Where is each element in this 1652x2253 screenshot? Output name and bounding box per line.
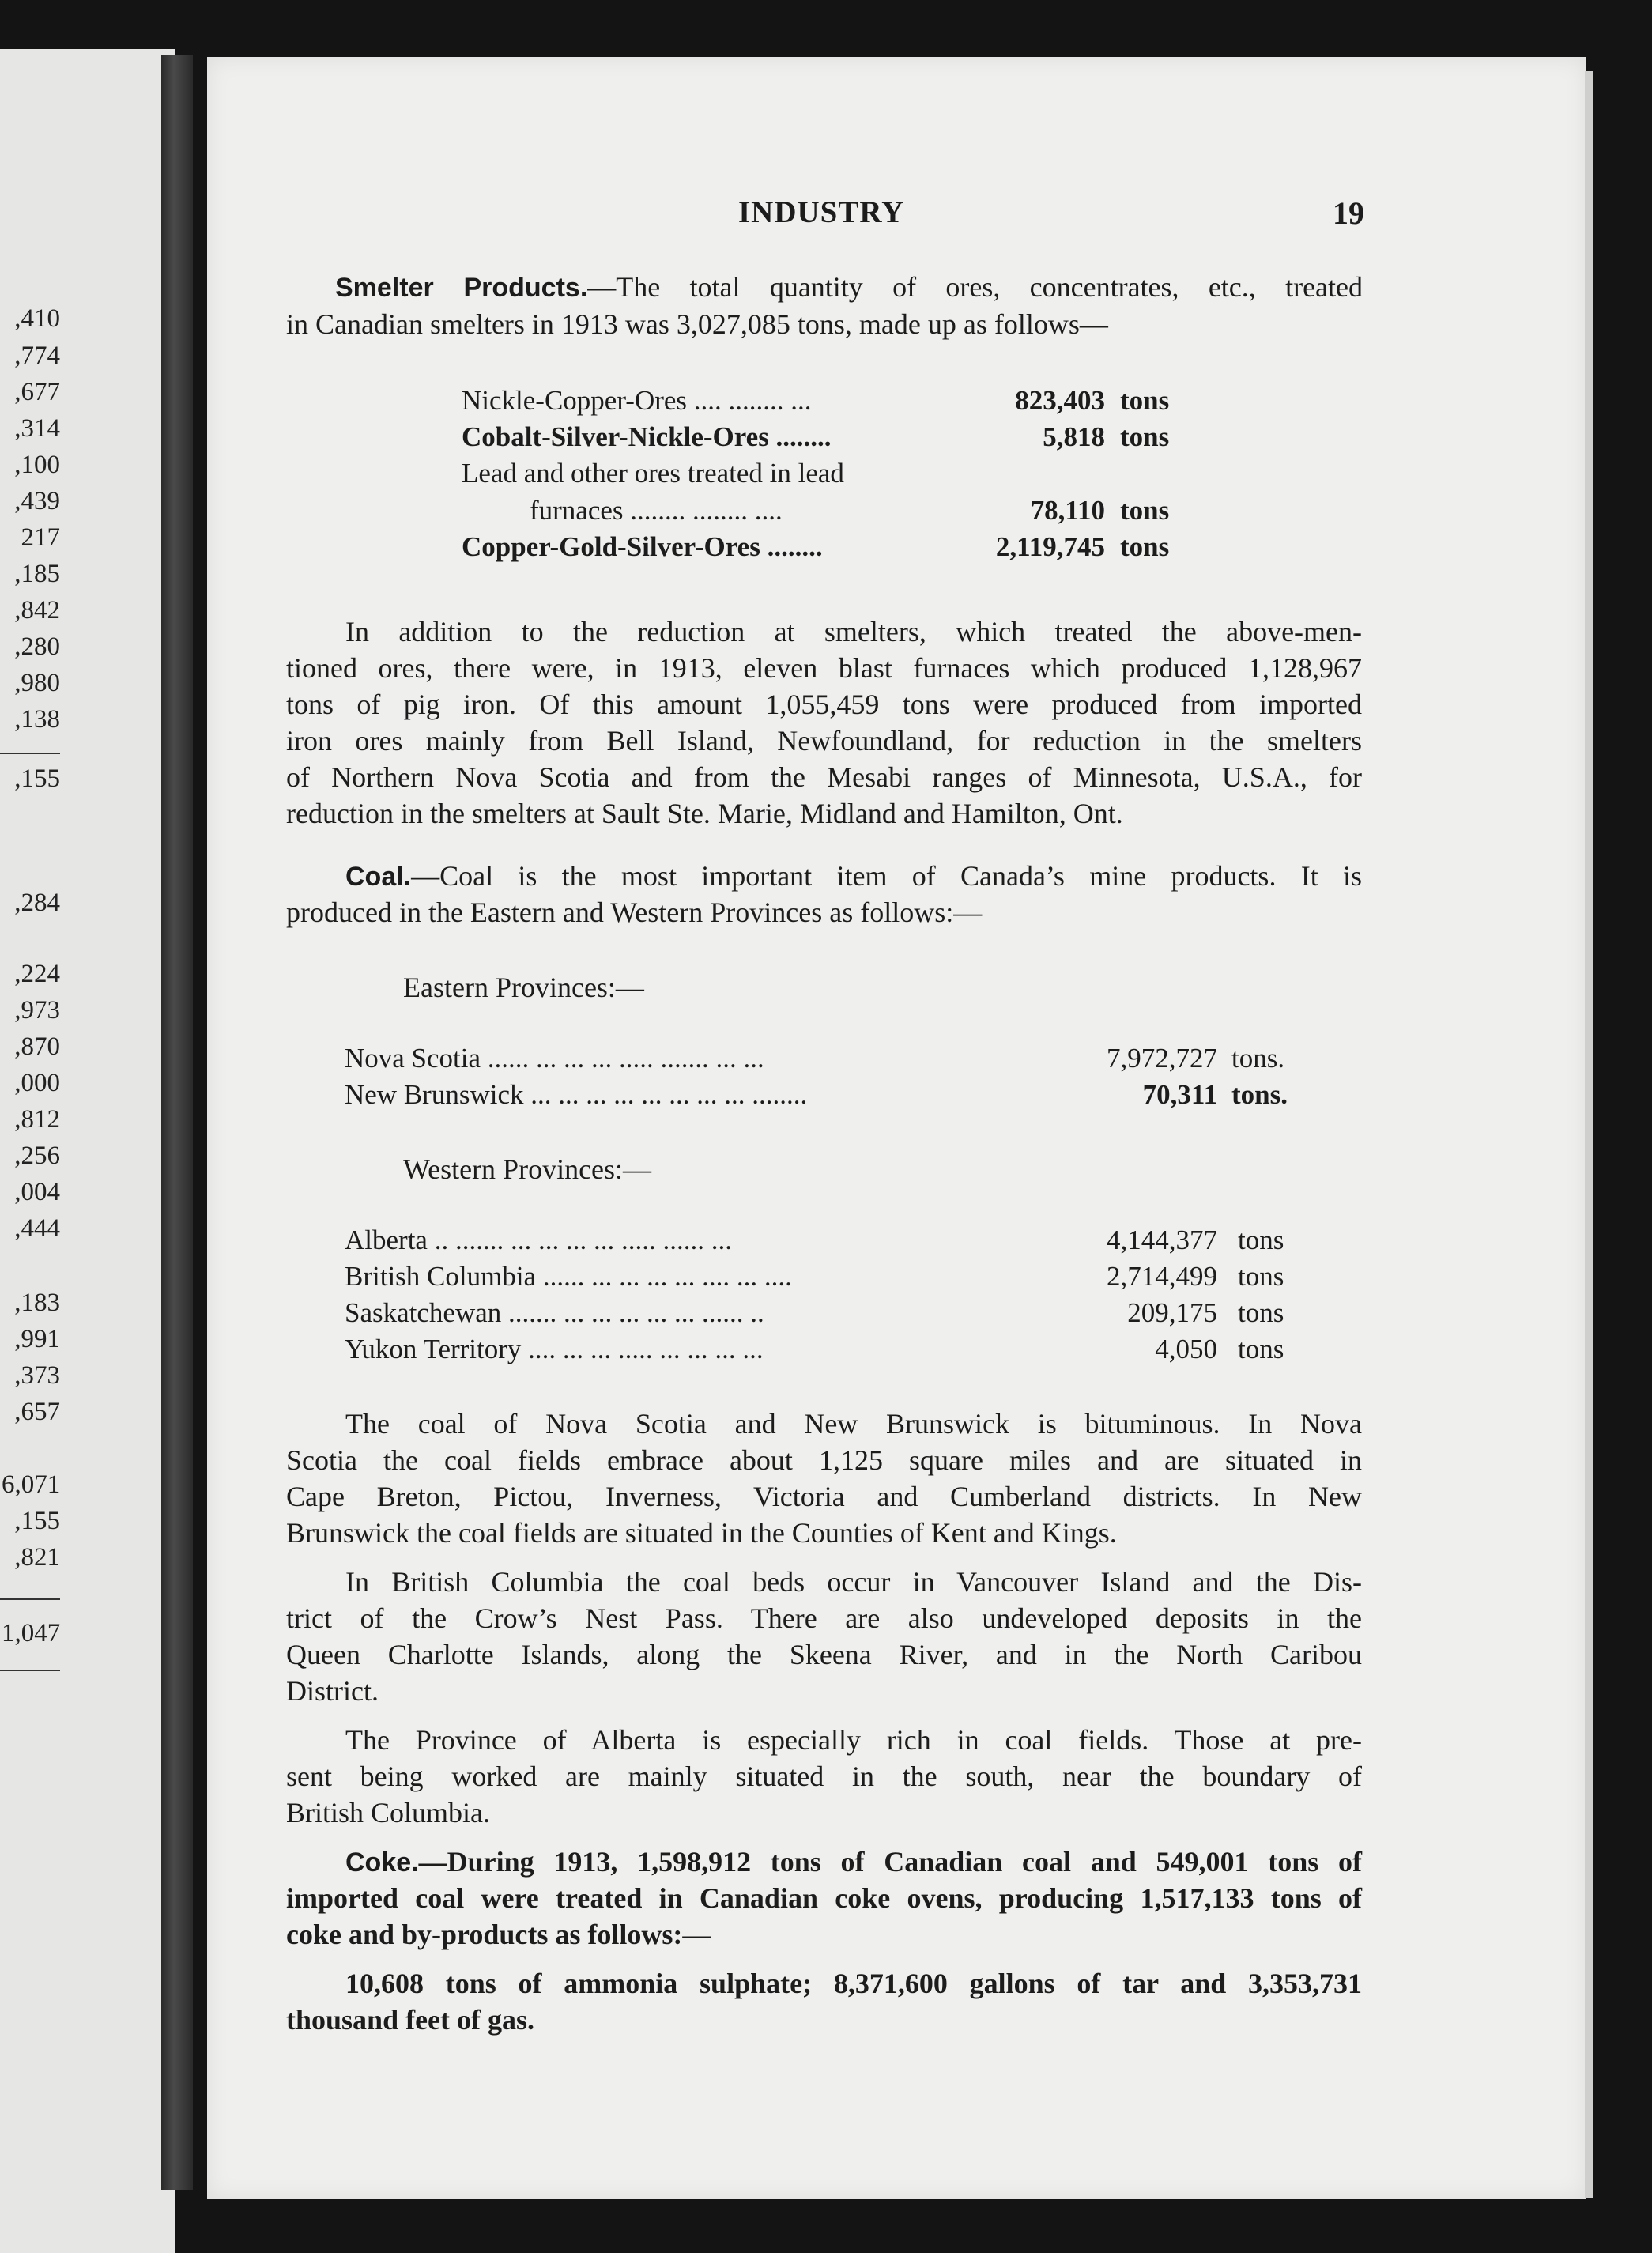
paragraph-line: District. xyxy=(286,1675,379,1707)
left-page-number: ,314 xyxy=(14,414,60,443)
left-rule xyxy=(0,753,60,754)
left-page-number: ,373 xyxy=(14,1361,60,1390)
table-row: Nova Scotia ...... ... ... ... ..... ....... ... ... xyxy=(345,1043,764,1074)
left-page-number: ,991 xyxy=(14,1325,60,1353)
left-page-number: ,155 xyxy=(14,764,60,793)
paragraph-line: Queen Charlotte Islands, along the Skeena River, and in the North Caribou xyxy=(286,1639,1362,1670)
left-page-number: ,138 xyxy=(14,705,60,734)
eastern-provinces-label: Eastern Provinces:— xyxy=(403,972,644,1003)
coke-line-1: Coke.—During 1913, 1,598,912 tons of Canadian coal and 549,001 tons of xyxy=(345,1846,1362,1877)
table-row-value: 70,311 xyxy=(1142,1079,1217,1110)
left-page-number: ,439 xyxy=(14,487,60,515)
coke-heading: Coke. xyxy=(345,1847,419,1877)
page-number: 19 xyxy=(1333,195,1364,231)
left-page-number: ,973 xyxy=(14,996,60,1025)
coke-line-3: coke and by-products as follows:— xyxy=(286,1919,711,1950)
left-page-number: ,677 xyxy=(14,378,60,406)
table-row-value: 4,050 xyxy=(1155,1334,1217,1364)
table-row-unit: tons. xyxy=(1231,1043,1285,1074)
left-page-number: 217 xyxy=(21,523,60,552)
left-page-number: 1,047 xyxy=(2,1619,61,1647)
coal-intro-line-1: Coal.—Coal is the most important item of Canada’s mine products. It is xyxy=(345,860,1362,892)
paragraph-line: In British Columbia the coal beds occur in Vancouver Island and the Dis- xyxy=(345,1566,1362,1598)
left-page-number: ,821 xyxy=(14,1543,60,1572)
coke-line-2: imported coal were treated in Canadian coke ovens, producing 1,517,133 tons of xyxy=(286,1882,1362,1914)
left-page-number: ,256 xyxy=(14,1142,60,1170)
left-page-number: ,444 xyxy=(14,1214,60,1243)
left-page-number: 6,071 xyxy=(2,1470,61,1499)
paragraph-line: trict of the Crow’s Nest Pass. There are also undeveloped deposits in the xyxy=(286,1602,1362,1634)
left-rule xyxy=(0,1670,60,1671)
table-row: Alberta .. ....... ... ... ... ... ..... ...... ... xyxy=(345,1225,732,1255)
running-header: INDUSTRY xyxy=(738,195,905,229)
paragraph-line: reduction in the smelters at Sault Ste. Marie, Midland and Hamilton, Ont. xyxy=(286,798,1123,829)
table-row-unit: tons xyxy=(1238,1297,1284,1328)
paragraph-line: In addition to the reduction at smelters, which treated the above-men- xyxy=(345,616,1362,647)
paragraph-line: 10,608 tons of ammonia sulphate; 8,371,600 gallons of tar and 3,353,731 xyxy=(345,1968,1362,1999)
table-row: British Columbia ...... ... ... ... ... .... ... .... xyxy=(345,1261,792,1292)
left-page-number: ,410 xyxy=(14,304,60,333)
paragraph-line: Scotia the coal fields embrace about 1,125 square miles and are situated in xyxy=(286,1444,1362,1476)
table-row-unit: tons xyxy=(1238,1261,1284,1292)
coal-intro-line-2: produced in the Eastern and Western Provinces as follows:— xyxy=(286,896,983,928)
left-page-number: ,280 xyxy=(14,632,60,661)
paragraph-line: Brunswick the coal fields are situated in the Counties of Kent and Kings. xyxy=(286,1517,1117,1549)
left-page-number: ,100 xyxy=(14,451,60,479)
paragraph-line: The Province of Alberta is especially rich in coal fields. Those at pre- xyxy=(345,1724,1362,1756)
paragraph-line: tons of pig iron. Of this amount 1,055,459 tons were produced from imported xyxy=(286,689,1362,720)
left-page-number: ,870 xyxy=(14,1032,60,1061)
paragraph-line: sent being worked are mainly situated in the south, near the boundary of xyxy=(286,1761,1362,1792)
table-row-value: 4,144,377 xyxy=(1107,1225,1217,1255)
table-row-unit: tons xyxy=(1238,1225,1284,1255)
paragraph-line: of Northern Nova Scotia and from the Mesabi ranges of Minnesota, U.S.A., for xyxy=(286,761,1362,793)
table-row: Saskatchewan ....... ... ... ... ... ... ...... .. xyxy=(345,1297,764,1328)
paragraph-line: Cape Breton, Pictou, Inverness, Victoria and Cumberland districts. In New xyxy=(286,1481,1362,1512)
table-row: New Brunswick ... ... ... ... ... ... ... ... ........ xyxy=(345,1079,808,1110)
left-page-number: ,185 xyxy=(14,560,60,588)
smelter-heading: Smelter Products. xyxy=(335,273,588,303)
table-row-value: 2,714,499 xyxy=(1107,1261,1217,1292)
left-page-number: ,812 xyxy=(14,1105,60,1134)
smelter-intro-line-1: Smelter Products.—The total quantity of ores, concentrates, etc., treated xyxy=(335,271,1363,303)
left-rule xyxy=(0,1598,60,1600)
book-gutter xyxy=(161,55,193,2190)
table-row-value: 7,972,727 xyxy=(1107,1043,1217,1074)
table-row-unit: tons. xyxy=(1231,1079,1288,1110)
left-page-number: ,842 xyxy=(14,596,60,625)
left-page-number: ,224 xyxy=(14,960,60,988)
left-page-number: ,183 xyxy=(14,1289,60,1317)
paragraph-line: thousand feet of gas. xyxy=(286,2004,535,2036)
western-provinces-label: Western Provinces:— xyxy=(403,1153,652,1185)
left-page-number: ,980 xyxy=(14,669,60,697)
paragraph-line: tioned ores, there were, in 1913, eleven blast furnaces which produced 1,128,967 xyxy=(286,652,1362,684)
left-page-number: ,774 xyxy=(14,342,60,370)
left-page-number: ,284 xyxy=(14,889,60,917)
table-row: Yukon Territory .... ... ... ..... ... ... ... ... xyxy=(345,1334,764,1364)
table-row-unit: tons xyxy=(1238,1334,1284,1364)
left-page-number: ,657 xyxy=(14,1398,60,1426)
table-row-value: 209,175 xyxy=(1127,1297,1217,1328)
coal-heading: Coal. xyxy=(345,862,412,892)
paragraph-line: British Columbia. xyxy=(286,1797,491,1828)
left-page-number: ,000 xyxy=(14,1069,60,1097)
left-page-number: ,155 xyxy=(14,1507,60,1535)
smelter-intro-line-2: in Canadian smelters in 1913 was 3,027,085 tons, made up as follows— xyxy=(286,308,1108,340)
page-edge xyxy=(1585,71,1593,2198)
left-page-number: ,004 xyxy=(14,1178,60,1206)
paragraph-line: The coal of Nova Scotia and New Brunswick is bituminous. In Nova xyxy=(345,1408,1362,1440)
paragraph-line: iron ores mainly from Bell Island, Newfoundland, for reduction in the smelters xyxy=(286,725,1362,757)
